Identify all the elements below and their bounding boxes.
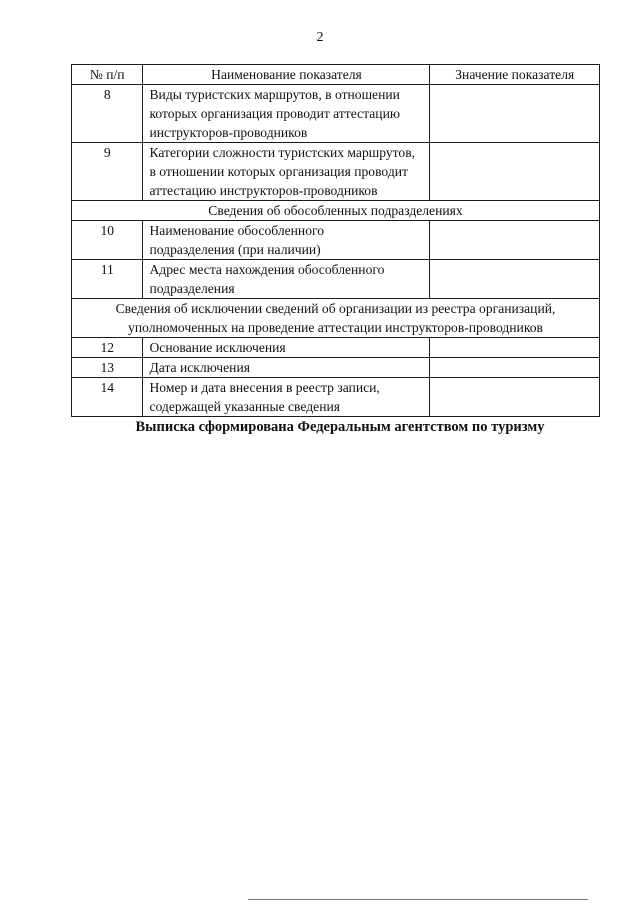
header-value: Значение показателя — [430, 65, 600, 85]
row-name — [143, 260, 430, 299]
table-header-row — [72, 65, 600, 85]
section-line: Сведения об исключении сведений об организации из реестра организаций, — [115, 301, 556, 316]
row-name — [143, 85, 430, 143]
row-value — [430, 338, 600, 358]
table-row — [72, 358, 600, 378]
section-heading-subdivisions: Сведения об обособленных подразделениях — [72, 201, 600, 221]
row-name-line: Адрес места нахождения обособленного — [149, 262, 385, 277]
header-name: Наименование показателя — [143, 65, 430, 85]
scan-edge-divider — [248, 899, 588, 900]
row-name-line: которых организация проводит аттестацию — [149, 106, 400, 121]
row-name-line: подразделения — [149, 281, 235, 296]
row-value — [430, 358, 600, 378]
table-row — [72, 143, 600, 201]
row-name-line: инструкторов-проводников — [149, 125, 308, 140]
section-row — [72, 299, 600, 338]
row-name-line: Номер и дата внесения в реестр записи, — [149, 380, 380, 395]
row-number: 9 — [72, 143, 143, 201]
table-row — [72, 378, 600, 417]
row-name-line: содержащей указанные сведения — [149, 399, 340, 414]
footer-note: Выписка сформирована Федеральным агентством по туризму — [135, 419, 545, 435]
row-name — [143, 143, 430, 201]
table-row — [72, 85, 600, 143]
row-value — [430, 221, 600, 260]
row-number: 14 — [72, 378, 143, 417]
page-number: 2 — [316, 30, 324, 45]
row-number: 11 — [72, 260, 143, 299]
row-name — [143, 378, 430, 417]
row-name-line: Дата исключения — [149, 360, 250, 375]
row-number: 12 — [72, 338, 143, 358]
header-num: № п/п — [72, 65, 143, 85]
row-name-line: Основание исключения — [149, 340, 286, 355]
row-value — [430, 85, 600, 143]
row-name-line: Наименование обособленного — [149, 223, 325, 238]
section-line: уполномоченных на проведение аттестации инструкторов-проводников — [128, 320, 543, 335]
row-value — [430, 378, 600, 417]
row-name — [143, 358, 430, 378]
row-name — [143, 338, 430, 358]
section-heading-exclusion — [72, 299, 600, 338]
row-number: 10 — [72, 221, 143, 260]
table-row — [72, 338, 600, 358]
row-value — [430, 143, 600, 201]
row-number: 13 — [72, 358, 143, 378]
row-name-line: Категории сложности туристских маршрутов, — [149, 145, 416, 160]
registry-table — [71, 64, 600, 417]
section-row — [72, 201, 600, 221]
row-name — [143, 221, 430, 260]
row-name-line: Виды туристских маршрутов, в отношении — [149, 87, 400, 102]
row-name-line: подразделения (при наличии) — [149, 242, 321, 257]
row-name-line: в отношении которых организация проводит — [149, 164, 408, 179]
table-row — [72, 260, 600, 299]
row-number: 8 — [72, 85, 143, 143]
row-value — [430, 260, 600, 299]
row-name-line: аттестацию инструкторов-проводников — [149, 183, 378, 198]
table-row — [72, 221, 600, 260]
